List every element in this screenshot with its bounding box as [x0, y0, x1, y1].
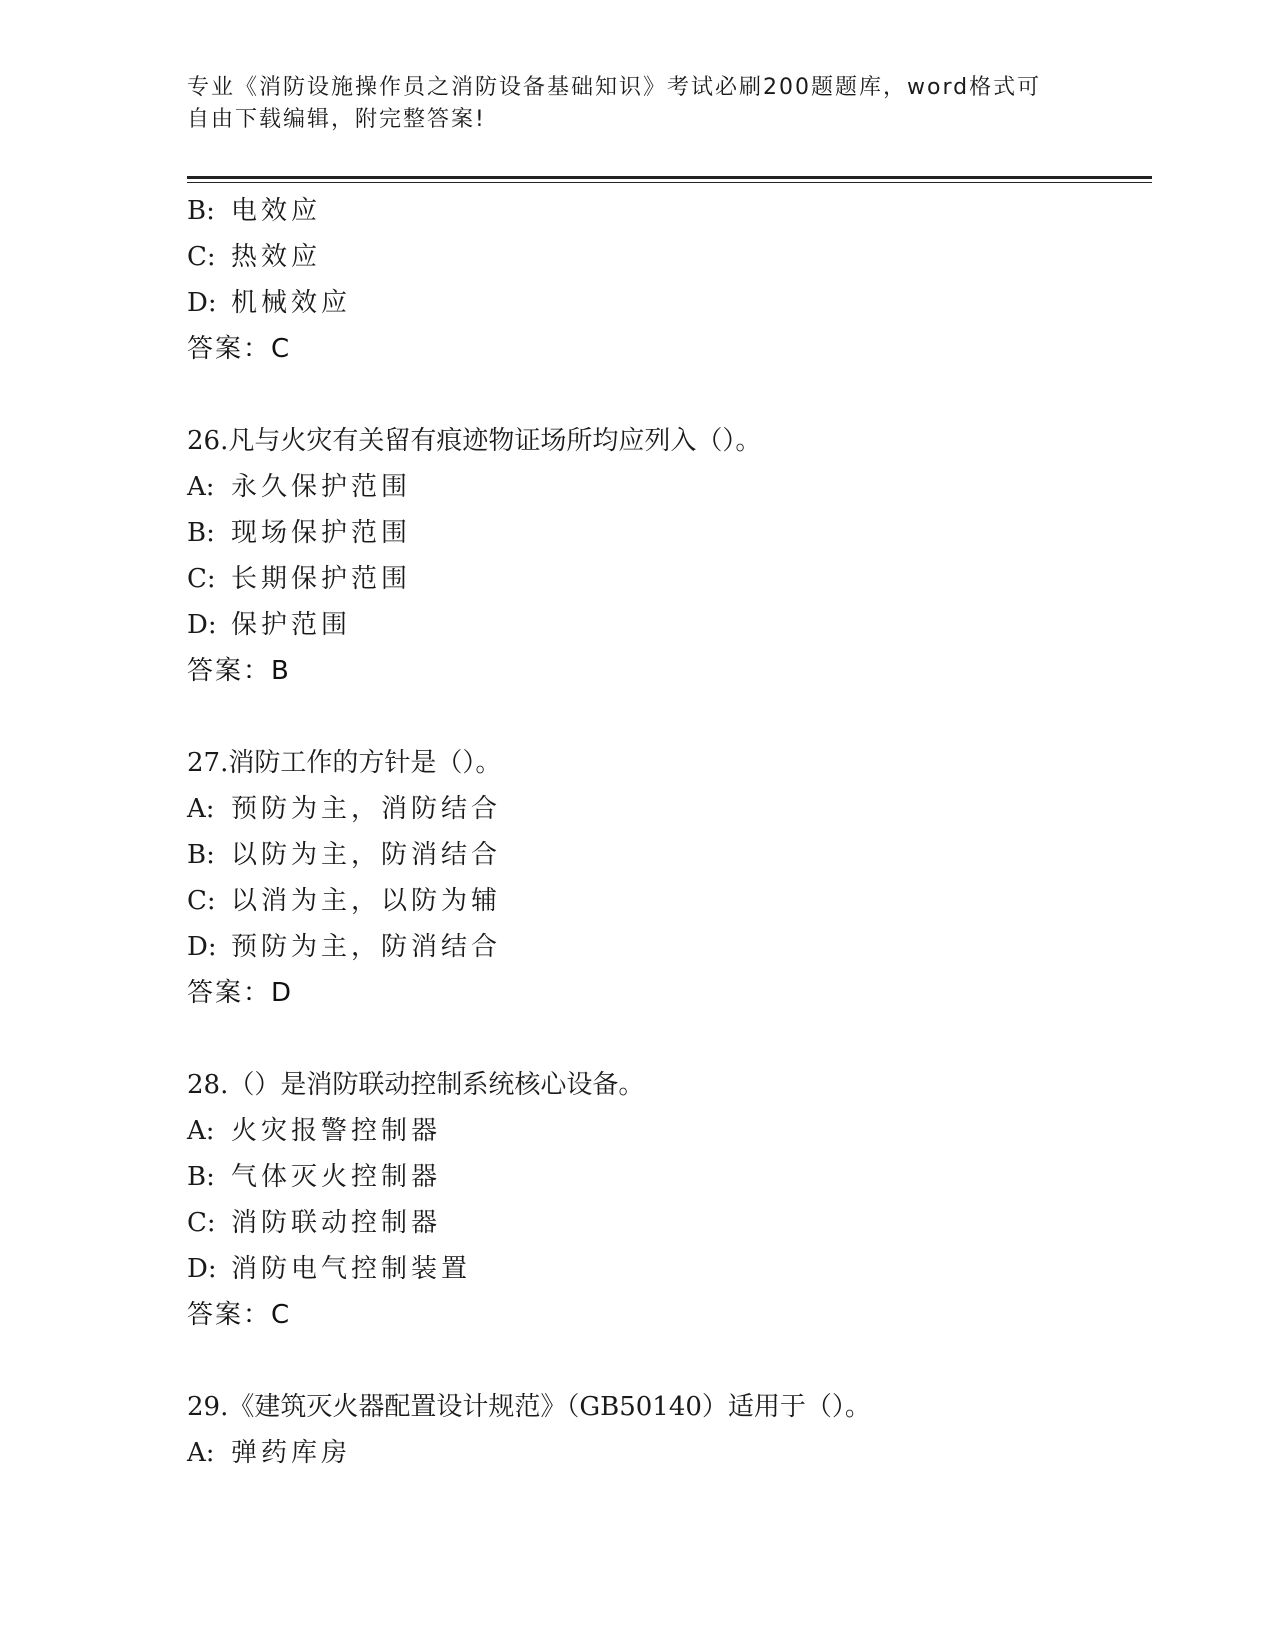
- option-letter: D:: [187, 610, 217, 640]
- answer-label: 答案：: [187, 1300, 272, 1330]
- option-text: 电效应: [231, 196, 322, 226]
- option-text: 火灾报警控制器: [231, 1116, 442, 1146]
- option-text: 以防为主，防消结合: [231, 840, 502, 870]
- option-a: [187, 1108, 1152, 1154]
- question-block: [187, 418, 1152, 694]
- option-b: [187, 188, 1152, 234]
- answer-line: [187, 648, 1152, 694]
- answer-value: D: [271, 978, 292, 1008]
- option-letter: C:: [187, 242, 216, 272]
- question-text: 27.消防工作的方针是（）。: [187, 748, 502, 778]
- option-text: 现场保护范围: [231, 518, 412, 548]
- option-text: 热效应: [231, 242, 322, 272]
- header-divider-thin: [187, 182, 1152, 183]
- answer-line: [187, 970, 1152, 1016]
- option-letter: D:: [187, 1254, 217, 1284]
- option-text: 预防为主，消防结合: [231, 794, 502, 824]
- answer-label: 答案：: [187, 978, 272, 1008]
- question-block: [187, 1384, 1152, 1476]
- option-letter: A:: [187, 1116, 215, 1146]
- header-line-1: 专业《消防设施操作员之消防设备基础知识》考试必刷200题题库，word格式可: [187, 75, 1042, 100]
- option-b: [187, 510, 1152, 556]
- answer-line: [187, 326, 1152, 372]
- question-block: [187, 188, 1152, 372]
- option-letter: C:: [187, 1208, 216, 1238]
- option-text: 以消为主，以防为辅: [231, 886, 502, 916]
- option-c: [187, 234, 1152, 280]
- answer-line: [187, 1292, 1152, 1338]
- option-letter: C:: [187, 886, 216, 916]
- option-letter: B:: [187, 518, 215, 548]
- option-letter: D:: [187, 288, 217, 318]
- option-text: 机械效应: [231, 288, 352, 318]
- answer-value: C: [271, 334, 290, 364]
- header-divider-thick: [187, 176, 1152, 179]
- option-text: 消防电气控制装置: [231, 1254, 472, 1284]
- option-letter: A:: [187, 1438, 215, 1468]
- option-text: 永久保护范围: [231, 472, 412, 502]
- option-d: [187, 1246, 1152, 1292]
- option-a: [187, 464, 1152, 510]
- header-line-2: 自由下载编辑，附完整答案!: [187, 107, 486, 132]
- question-spacer: [187, 1338, 1152, 1384]
- option-letter: B:: [187, 196, 215, 226]
- option-letter: A:: [187, 472, 215, 502]
- question-text: 26.凡与火灾有关留有痕迹物证场所均应列入（）。: [187, 426, 762, 456]
- option-text: 预防为主，防消结合: [231, 932, 502, 962]
- question-text: 29.《建筑灭火器配置设计规范》（GB50140）适用于（）。: [187, 1392, 871, 1422]
- option-c: [187, 1200, 1152, 1246]
- question-block: [187, 740, 1152, 1016]
- question-text: 28.（）是消防联动控制系统核心设备。: [187, 1070, 645, 1100]
- option-letter: B:: [187, 840, 215, 870]
- option-d: [187, 924, 1152, 970]
- answer-label: 答案：: [187, 334, 272, 364]
- option-text: 弹药库房: [231, 1438, 352, 1468]
- option-b: [187, 1154, 1152, 1200]
- document-header: [187, 72, 1067, 136]
- option-d: [187, 602, 1152, 648]
- option-b: [187, 832, 1152, 878]
- option-d: [187, 280, 1152, 326]
- option-text: 消防联动控制器: [231, 1208, 442, 1238]
- option-text: 气体灭火控制器: [231, 1162, 442, 1192]
- option-letter: A:: [187, 794, 215, 824]
- option-letter: D:: [187, 932, 217, 962]
- option-c: [187, 878, 1152, 924]
- question-spacer: [187, 372, 1152, 418]
- option-text: 长期保护范围: [231, 564, 412, 594]
- question-spacer: [187, 694, 1152, 740]
- question-list: [187, 188, 1152, 1476]
- option-letter: B:: [187, 1162, 215, 1192]
- question-spacer: [187, 1016, 1152, 1062]
- option-a: [187, 1430, 1152, 1476]
- option-c: [187, 556, 1152, 602]
- option-letter: C:: [187, 564, 216, 594]
- answer-label: 答案：: [187, 656, 272, 686]
- question-block: [187, 1062, 1152, 1338]
- answer-value: C: [271, 1300, 290, 1330]
- option-a: [187, 786, 1152, 832]
- option-text: 保护范围: [231, 610, 352, 640]
- answer-value: B: [271, 656, 289, 686]
